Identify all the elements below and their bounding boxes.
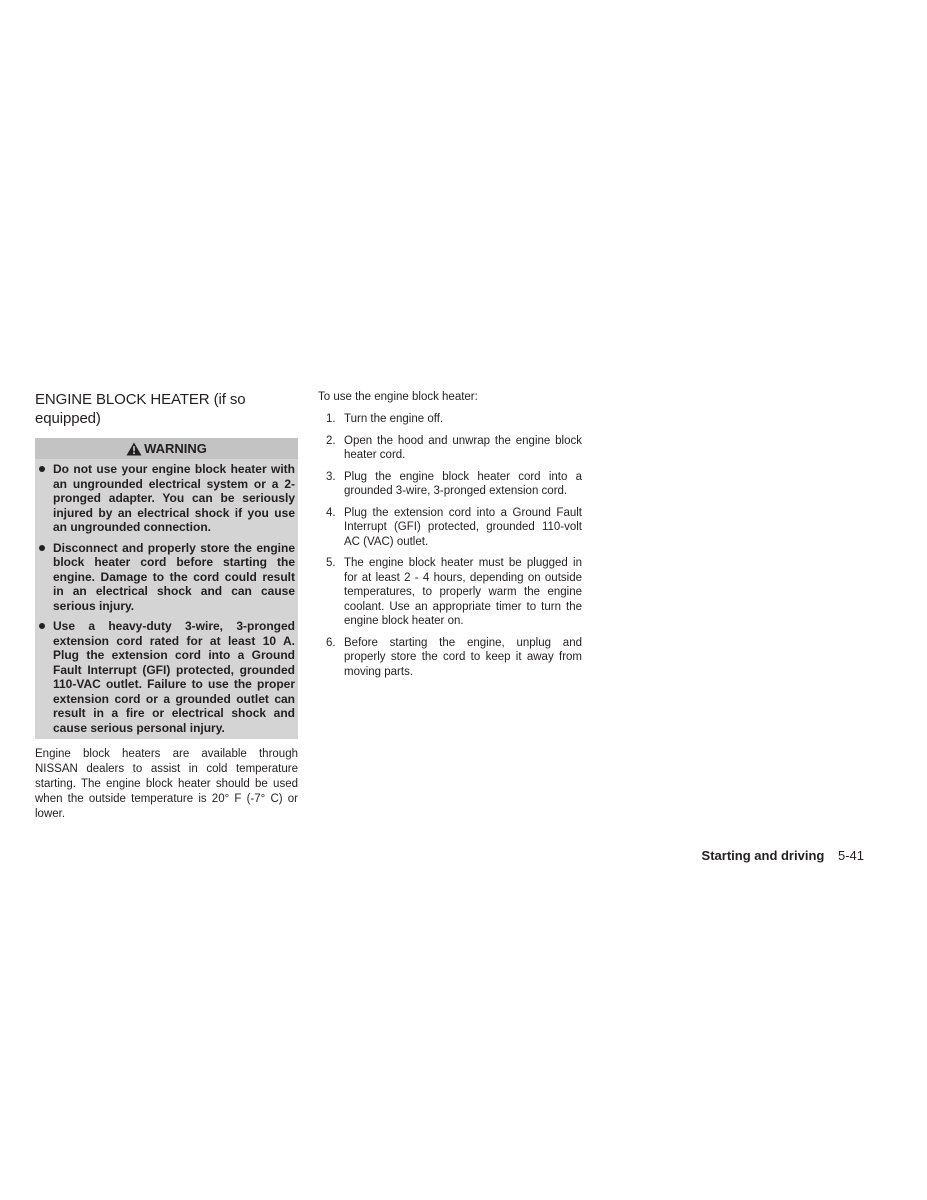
step-item	[318, 556, 582, 629]
step-number: 3.	[326, 470, 336, 483]
step-item	[318, 506, 582, 550]
page-number: 5-41	[837, 848, 864, 863]
bullet-icon	[39, 545, 45, 551]
bullet-icon	[39, 623, 45, 629]
page-footer	[702, 848, 864, 863]
warning-list	[35, 459, 295, 735]
step-text: The engine block heater must be plugged in for at least 2 - 4 hours, depending on outside temperatures, to properly warm the engine coolant. Use an appropriate timer to turn the engine block heater on.	[344, 557, 582, 627]
step-number: 6.	[326, 636, 336, 649]
step-item	[318, 434, 582, 463]
step-text: Plug the engine block heater cord into a grounded 3-wire, 3-pronged extension cord.	[344, 470, 582, 497]
instructions-intro: To use the engine block heater:	[318, 391, 478, 403]
step-number: 5.	[326, 557, 336, 569]
steps-list	[318, 412, 582, 679]
step-number: 4.	[326, 506, 336, 519]
left-column	[35, 390, 298, 822]
warning-item-text: Use a heavy-duty 3-wire, 3-pronged extension cord rated for at least 10 A. Plug the extension cord into a Ground Fault Interrupt (GFI) protected, grounded 110-VAC outlet. Failure to use the proper extension cord or a grounded outlet can result in a fire or electrical shock and cause serious personal injury.	[53, 619, 295, 735]
step-item	[318, 636, 582, 680]
heater-info-paragraph: Engine block heaters are available through NISSAN dealers to assist in cold temperature starting. The engine block heater should be used when the outside temperature is 20° F (-7° C) or lower.	[35, 748, 298, 820]
warning-item-text: Disconnect and properly store the engine block heater cord before starting the engine. Damage to the cord could result in an electrical shock and can cause serious injury.	[53, 540, 295, 613]
warning-item	[35, 619, 295, 735]
step-text: Turn the engine off.	[344, 413, 444, 425]
step-item	[318, 470, 582, 499]
right-column	[318, 390, 582, 686]
warning-item	[35, 462, 295, 535]
step-number: 1.	[326, 413, 336, 425]
warning-label: WARNING	[144, 441, 207, 456]
warning-triangle-icon	[126, 442, 142, 456]
warning-box	[35, 438, 298, 739]
step-item	[318, 412, 582, 427]
step-text: Plug the extension cord into a Ground Fault Interrupt (GFI) protected, grounded 110-volt AC (VAC) outlet.	[344, 506, 582, 548]
bullet-icon	[39, 466, 45, 472]
step-text: Open the hood and unwrap the engine block heater cord.	[344, 434, 582, 461]
warning-item	[35, 541, 295, 614]
step-number: 2.	[326, 434, 336, 447]
section-title: ENGINE BLOCK HEATER (if so equipped)	[35, 391, 246, 427]
warning-item-text: Do not use your engine block heater with an ungrounded electrical system or a 2-pronged adapter. You can be seriously injured by an electrical shock if you use an ungrounded connection.	[53, 462, 295, 534]
warning-header	[35, 438, 298, 459]
step-text: Before starting the engine, unplug and properly store the cord to keep it away from moving parts.	[344, 636, 582, 678]
footer-section-title: Starting and driving	[701, 848, 825, 863]
